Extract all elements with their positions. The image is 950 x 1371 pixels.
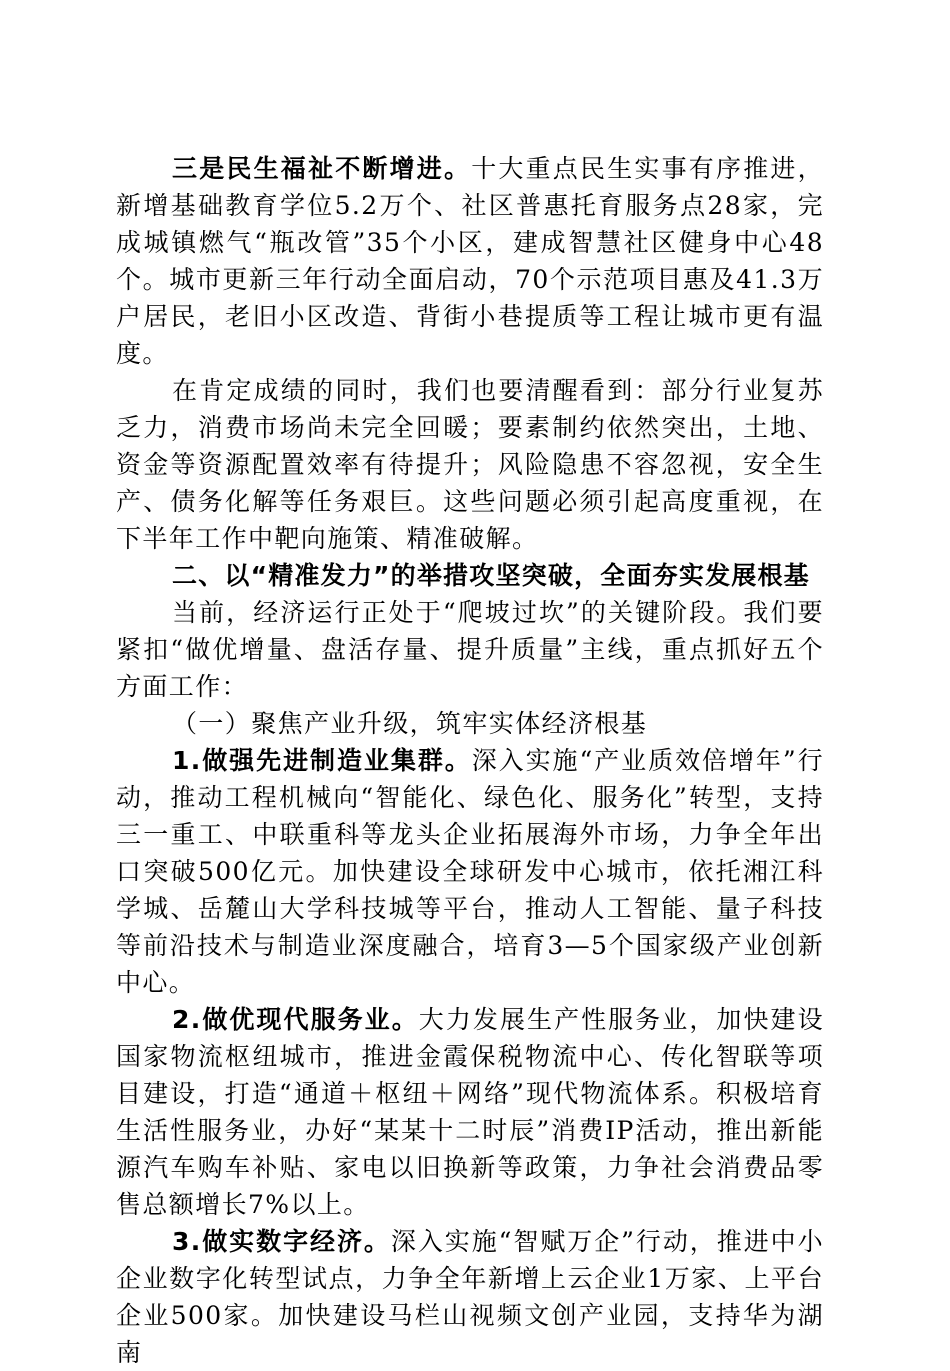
paragraph-text: 深入实施“产业质效倍增年”行动，推动工程机械向“智能化、绿色化、服务化”转型，支持三一重工、中联重科等龙头企业拓展海外市场，力争全年出口突破500亿元。加快建设全球研发中心城市，依托湘江科学城、岳麓山大学科技城等平台，推动人工智能、量子科技等前沿技术与制造业深度融合，培育3—5个国家级产业创新中心。 <box>116 746 824 997</box>
paragraph-problems <box>116 372 824 557</box>
paragraph-text: 深入实施“智赋万企”行动，推进中小企业数字化转型试点，力争全年新增上云企业1万家、上平台企业500家。加快建设马栏山视频文创产业园，支持华为湖南 <box>116 1227 824 1367</box>
paragraph-lead: 1.做强先进制造业集群。 <box>172 746 472 775</box>
paragraph-text: 十大重点民生实事有序推进，新增基础教育学位5.2万个、社区普惠托育服务点28家，完成城镇燃气“瓶改管”35个小区，建成智慧社区健身中心48个。城市更新三年行动全面启动，70个示范项目惠及41.3万户居民，老旧小区改造、背街小巷提质等工程让城市更有温度。 <box>116 154 824 368</box>
paragraph-text: 大力发展生产性服务业，加快建设国家物流枢纽城市，推进金霞保税物流中心、传化智联等项目建设，打造“通道＋枢纽＋网络”现代物流体系。积极培育生活性服务业，办好“某某十二时辰”消费IP活动，推出新能源汽车购车补贴、家电以旧换新等政策，力争社会消费品零售总额增长7%以上。 <box>116 1005 824 1219</box>
paragraph-lead: 三是民生福祉不断增进。 <box>172 154 472 183</box>
paragraph-livelihood <box>116 150 824 372</box>
paragraph-lead: 2.做优现代服务业。 <box>172 1005 419 1034</box>
paragraph-digital-economy <box>116 1223 824 1371</box>
subsection-heading: （一）聚焦产业升级，筑牢实体经济根基 <box>172 709 648 738</box>
document-body <box>116 150 824 1371</box>
paragraph-services <box>116 1001 824 1223</box>
section-heading: 二、以“精准发力”的举措攻坚突破，全面夯实发展根基 <box>172 561 810 590</box>
paragraph-text: 在肯定成绩的同时，我们也要清醒看到：部分行业复苏乏力，消费市场尚未完全回暖；要素制约依然突出，土地、资金等资源配置效率有待提升；风险隐患不容忽视，安全生产、债务化解等任务艰巨。这些问题必须引起高度重视，在下半年工作中靶向施策、精准破解。 <box>116 376 824 553</box>
paragraph-manufacturing <box>116 742 824 1001</box>
paragraph-intro <box>116 594 824 705</box>
paragraph-lead: 3.做实数字经济。 <box>172 1227 391 1256</box>
paragraph-text: 当前，经济运行正处于“爬坡过坎”的关键阶段。我们要紧扣“做优增量、盘活存量、提升质量”主线，重点抓好五个方面工作： <box>116 598 824 701</box>
